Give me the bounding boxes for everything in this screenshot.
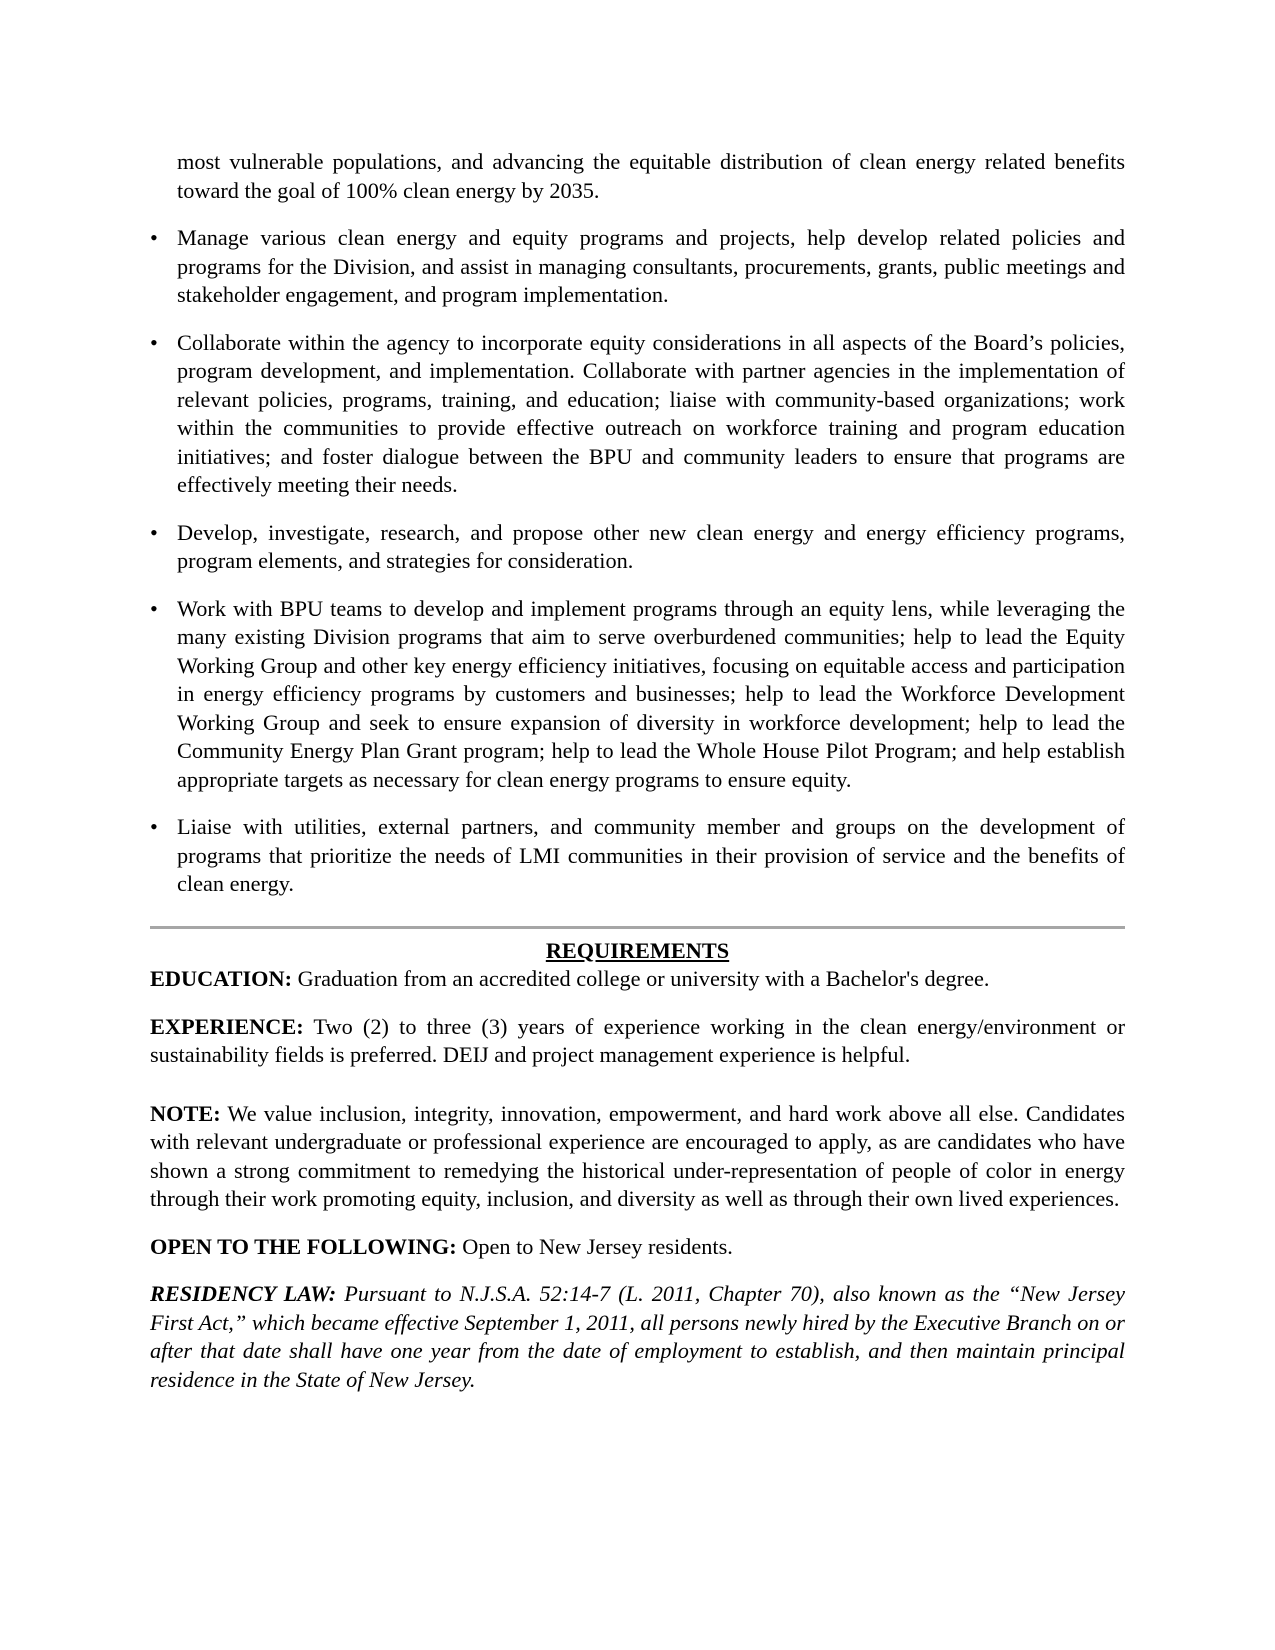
note-section xyxy=(150,1100,1125,1214)
residency-text: Pursuant to N.J.S.A. 52:14-7 (L. 2011, Chapter 70), also known as the “New Jersey First Act,” which became effective September 1, 2011, all persons newly hired by the Executive Branch on or after that date shall have one year from the date of employment to establish, and then maintain principal residence in the State of New Jersey. xyxy=(150,1281,1125,1392)
requirements-heading: REQUIREMENTS xyxy=(545,937,730,963)
duties-list xyxy=(150,224,1125,899)
experience-label: EXPERIENCE: xyxy=(150,1013,304,1039)
intro-continuation: most vulnerable populations, and advancing the equitable distribution of clean energy related benefits toward the goal of 100% clean energy by 2035. xyxy=(177,149,1125,203)
bullet-icon: • xyxy=(150,519,158,545)
duty-item xyxy=(150,813,1125,899)
duty-item xyxy=(150,329,1125,500)
duty-text: Develop, investigate, research, and propose other new clean energy and energy efficiency programs, program elements, and strategies for consideration. xyxy=(177,519,1125,573)
duty-item xyxy=(150,224,1125,310)
bullet-icon: • xyxy=(150,225,158,250)
residency-section xyxy=(150,1280,1125,1394)
residency-label: RESIDENCY LAW: xyxy=(150,1281,337,1306)
duty-text: Manage various clean energy and equity programs and projects, help develop related policies and programs for the Division, and assist in managing consultants, procurements, grants, public meetings and stakeholder engagement, and program implementation. xyxy=(177,225,1125,307)
education-label: EDUCATION: xyxy=(150,966,293,991)
open-to-label: OPEN TO THE FOLLOWING: xyxy=(150,1233,457,1259)
experience-text: Two (2) to three (3) years of experience working in the clean energy/environment or sustainability fields is preferred. DEIJ and project management experience is helpful. xyxy=(150,1013,1125,1067)
note-text: We value inclusion, integrity, innovation, empowerment, and hard work above all else. Candidates with relevant undergraduate or professional experience are encouraged to apply, as are candidates who have shown a strong commitment to remedying the historical under-representation of people of color in energy through their work promoting equity, inclusion, and diversity as well as through their own lived experiences. xyxy=(150,1100,1125,1211)
education-section xyxy=(150,965,1125,994)
duty-text: Work with BPU teams to develop and implement programs through an equity lens, while leveraging the many existing Division programs that aim to serve overburdened communities; help to lead the Equity Working Group and other key energy efficiency initiatives, focusing on equitable access and participation in energy efficiency programs by customers and businesses; help to lead the Workforce Development Working Group and seek to ensure expansion of diversity in workforce development; help to lead the Community Energy Plan Grant program; help to lead the Whole House Pilot Program; and help establish appropriate targets as necessary for clean energy programs to ensure equity. xyxy=(177,595,1125,792)
bullet-icon: • xyxy=(150,814,158,839)
note-label: NOTE: xyxy=(150,1100,221,1126)
duty-item xyxy=(150,595,1125,795)
open-to-section xyxy=(150,1233,1125,1262)
experience-section xyxy=(150,1013,1125,1070)
open-to-text: Open to New Jersey residents. xyxy=(456,1233,733,1259)
bullet-icon: • xyxy=(150,595,158,621)
duty-text: Collaborate within the agency to incorporate equity considerations in all aspects of the Board’s policies, program development, and implementation. Collaborate with partner agencies in the implementation of relevant policies, programs, training, and education; liaise with community-based organizations; work within the communities to provide effective outreach on workforce training and program education initiatives; and foster dialogue between the BPU and community leaders to ensure that programs are effectively meeting their needs. xyxy=(177,329,1125,497)
duty-item xyxy=(150,519,1125,576)
duty-text: Liaise with utilities, external partners, and community member and groups on the development of programs that prioritize the needs of LMI communities in their provision of service and the benefits of clean energy. xyxy=(177,814,1125,896)
section-divider xyxy=(150,926,1125,929)
bullet-icon: • xyxy=(150,329,158,355)
education-text: Graduation from an accredited college or university with a Bachelor's degree. xyxy=(292,966,990,991)
document-page xyxy=(150,148,1125,1413)
